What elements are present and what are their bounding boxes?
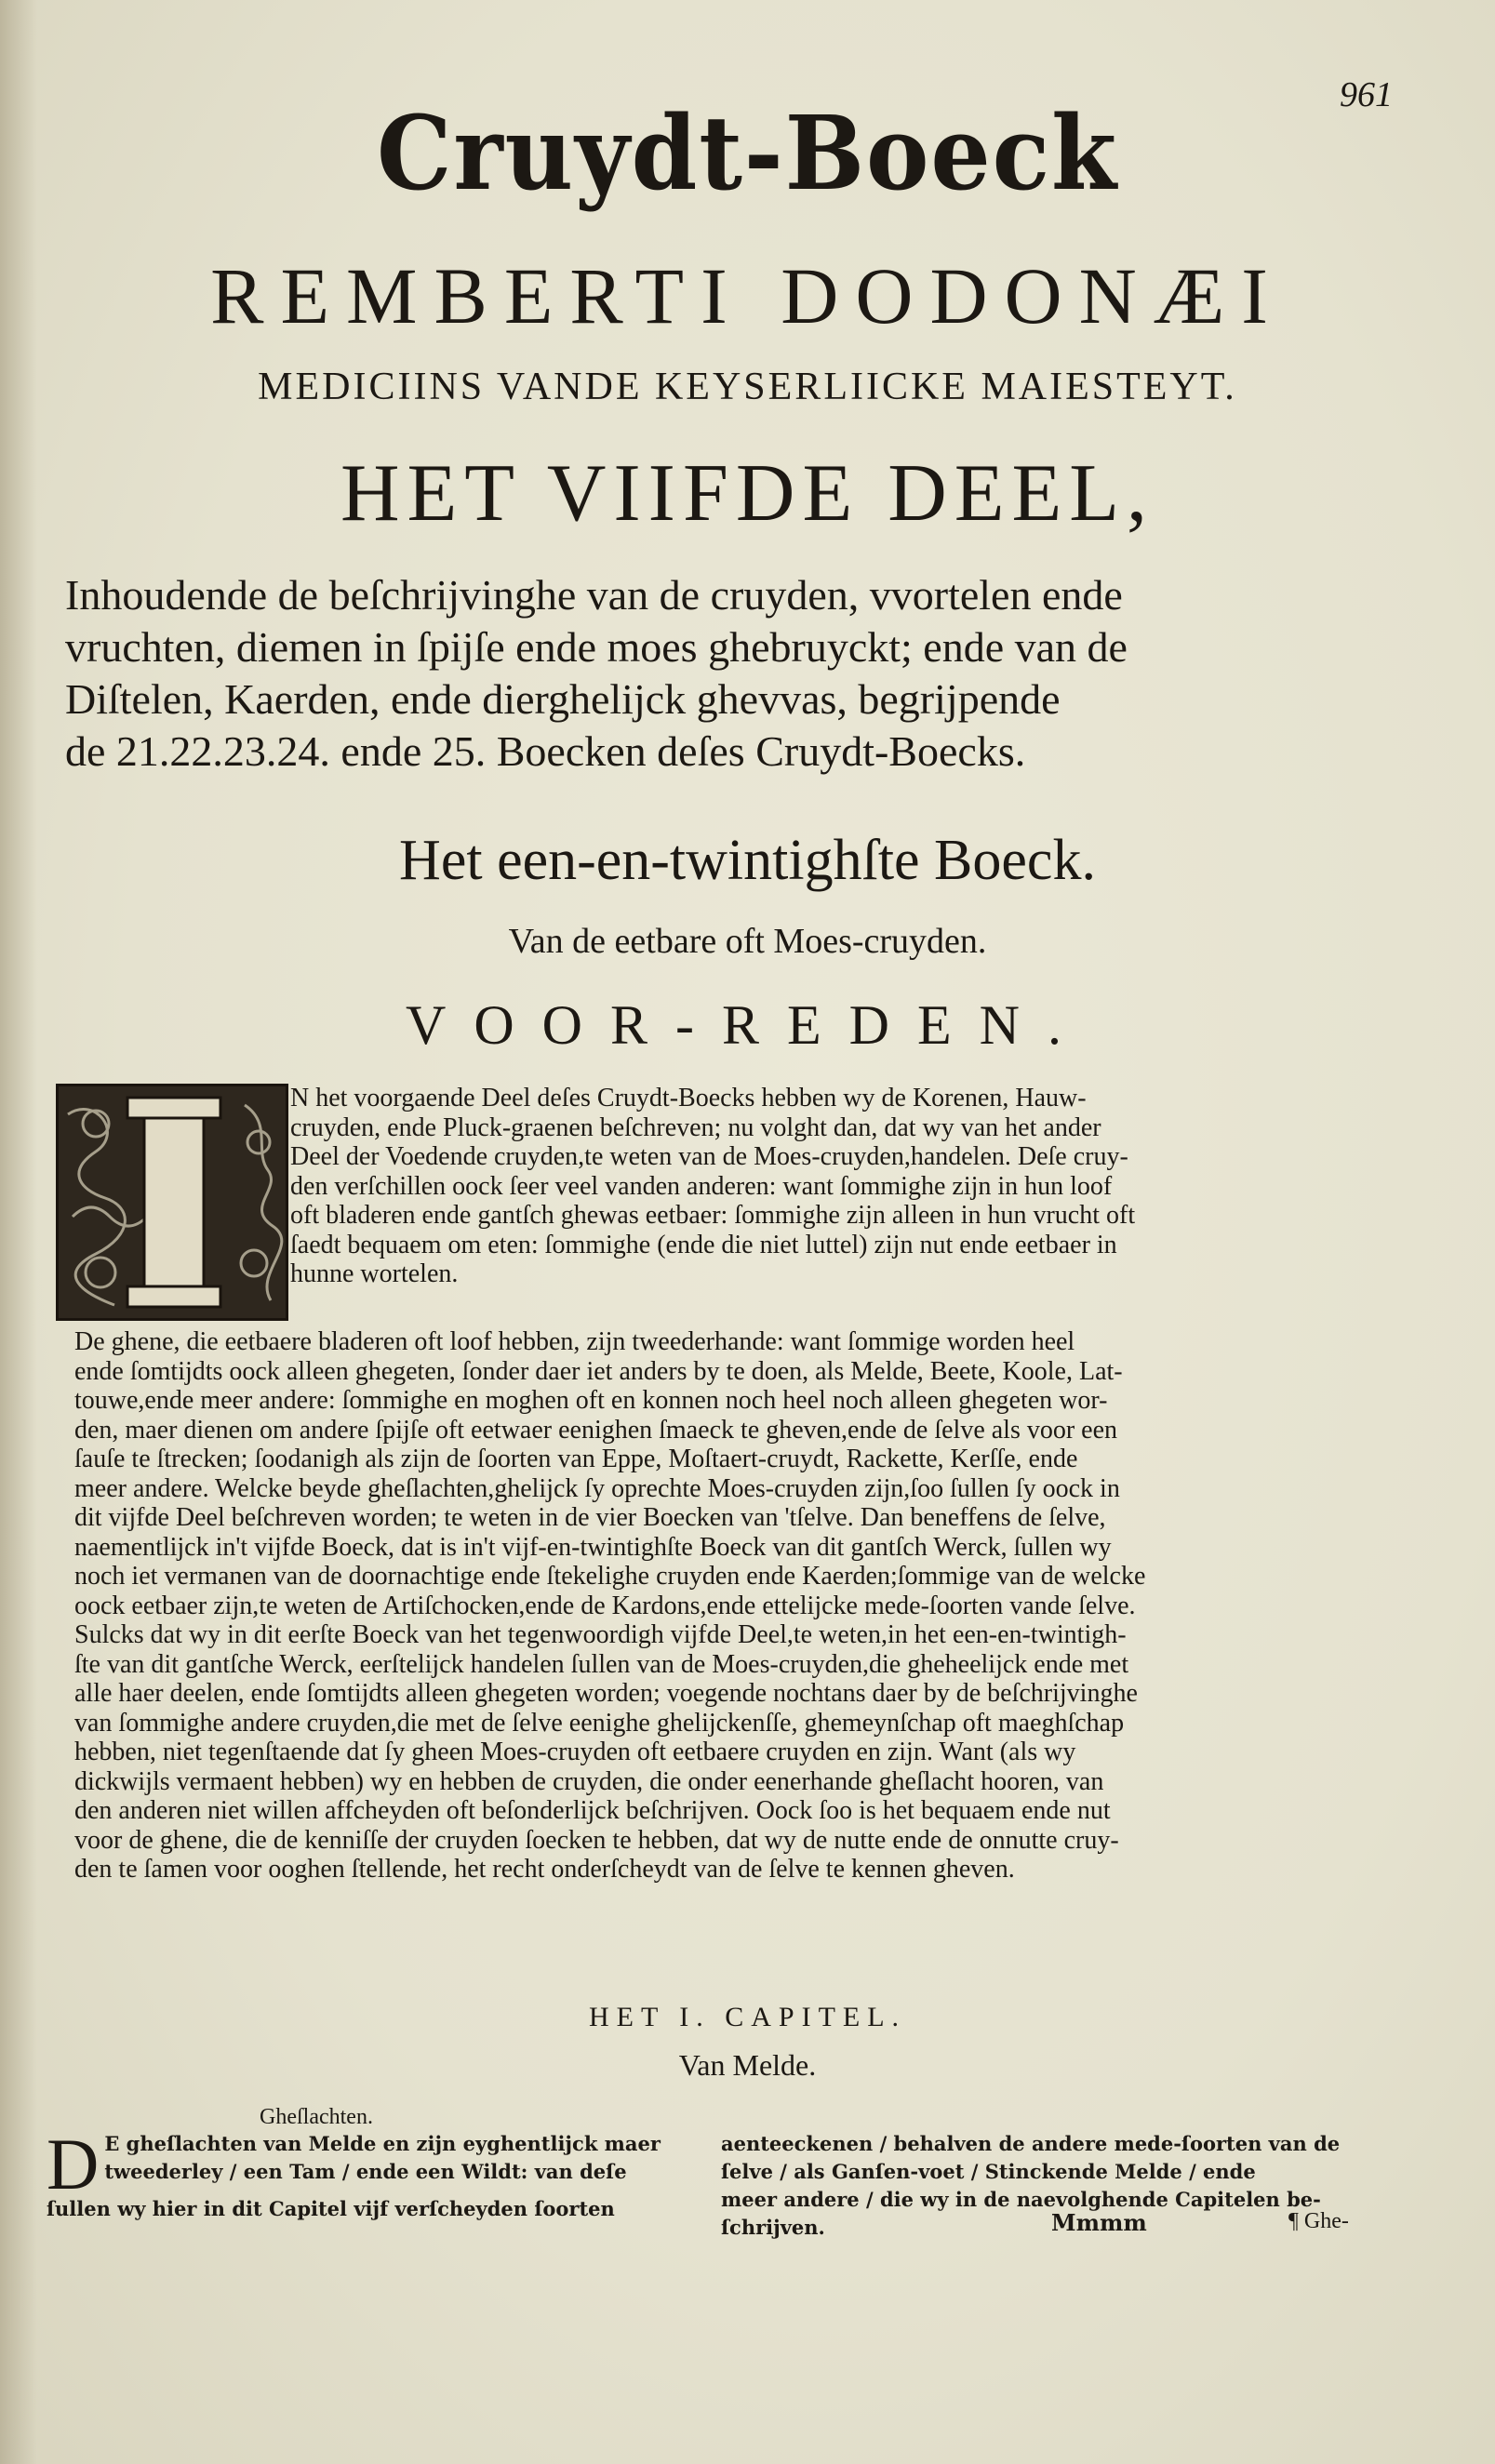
part-description-line: Inhoudende de beſchrijvinghe van de cruyden, vvortelen ende [65, 571, 1123, 619]
text-line: Deel der Voedende cruyden,te weten van de Moes-cruyden,handelen. Deſe cruy- [290, 1142, 1128, 1171]
text-line: naementlijck in't vijfde Boeck, dat is in't vijf-en-twintighſte Boeck van dit gantſch Werck, ſullen wy [74, 1532, 1112, 1562]
text-line: dit vijfde Deel beſchreven worden; te weten in de vier Boecken van 'tſelve. Dan beneffens de ſelve, [74, 1503, 1106, 1532]
text-line: ſchrijven. [721, 2216, 825, 2239]
catchword: ¶ Ghe- [1288, 2209, 1349, 2233]
text-line: oft bladeren ende gantſch ghewas eetbaer: ſommighe zijn alleen in hun vrucht oft [290, 1201, 1136, 1230]
text-line: voor de ghene, die de kenniſſe der cruyden ſoecken te hebben, dat wy de nutte ende de onnutte cruy- [74, 1825, 1119, 1855]
text-line: ſelve / als Ganſen-voet / Stinckende Melde / ende [721, 2160, 1256, 2183]
section-subheading: Gheſlachten. [260, 2105, 373, 2129]
author-affiliation: MEDICIINS VANDE KEYSERLIICKE MAIESTEYT. [258, 366, 1237, 408]
chapter-right-column [721, 2104, 1372, 2242]
part-description [65, 569, 1395, 778]
text-line: De ghene, die eetbaere bladeren oft loof hebben, zijn tweederhande: want ſommige worden heel [74, 1327, 1075, 1356]
text-line: den verſchillen oock ſeer veel vanden anderen: want ſommighe zijn in hun loof [290, 1171, 1113, 1201]
text-line: E gheſlachten van Melde en zijn eyghentlijck maer [104, 2132, 661, 2155]
part-description-line: vruchten, diemen in ſpijſe ende moes ghebruyckt; ende van de [65, 623, 1128, 671]
decorated-initial-graphic [59, 1086, 286, 1318]
text-line: N het voorgaende Deel deſes Cruydt-Boecks hebben wy de Korenen, Hauw- [290, 1084, 1087, 1112]
text-line: noch iet vermanen van de doornachtige ende ſtekelighe cruyden ende Kaerden;ſommige van de welcke [74, 1562, 1146, 1591]
decorated-initial [56, 1084, 288, 1321]
text-line: den, maer dienen om andere ſpijſe oft eetwaer eenighen ſmaeck te gheven,ende de ſelve als voor een [74, 1415, 1118, 1445]
text-line: meer andere / die wy in de naevolghende Capitelen be- [721, 2188, 1321, 2211]
text-line: dickwijls vermaent hebben) wy en hebben de cruyden, die onder eenerhande gheſlacht hooren, van [74, 1766, 1104, 1796]
decorated-initial-letter: I [174, 1124, 175, 1125]
text-line: hunne wortelen. [290, 1259, 459, 1288]
text-line: cruyden, ende Pluck-graenen beſchreven; nu volght dan, dat wy van het ander [290, 1112, 1101, 1142]
preface-title: VOOR-REDEN. [406, 994, 1089, 1056]
author-name: REMBERTI DODONÆI [210, 251, 1285, 340]
text-line: oock eetbaer zijn,te weten de Artiſchocken,ende de Kardons,ende ettelijcke mede-ſoorten vande ſelve. [74, 1591, 1136, 1620]
text-line: den anderen niet willen affcheyden oft beſonderlijck beſchrijven. Oock ſoo is het bequaem ende nut [74, 1796, 1111, 1825]
text-line: ſauſe te ſtrecken; ſoodanigh als zijn de ſoorten van Eppe, Moſtaert-cruydt, Rackette, Kerſſe, ende [74, 1445, 1078, 1473]
text-line: den te ſamen voor ooghen ſtellende, het recht onderſcheydt van de ſelve te kennen gheven. [74, 1855, 1015, 1884]
text-line: touwe,ende meer andere: ſommighe en moghen oft en konnen noch heel noch alleen ghegeten wor- [74, 1386, 1108, 1415]
text-line: hebben, niet tegenſtaende dat ſy gheen Moes-cruyden oft eetbaere cruyden en zijn. Want (als wy [74, 1738, 1076, 1766]
part-title: HET VIIFDE DEEL, [340, 448, 1155, 539]
text-line: meer andere. Welcke beyde gheſlachten,ghelijck ſy oprechte Moes-cruyden zijn,ſoo ſullen ſy oock in [74, 1473, 1120, 1503]
text-line: ſaedt bequaem om eten: ſommighe (ende die niet luttel) zijn nut ende eetbaer in [290, 1230, 1117, 1259]
preface-text-full-width [74, 1327, 1383, 1885]
text-line: ende ſomtijdts oock alleen ghegeten, ſonder daer iet anders by te doen, als Melde, Beete, Koole, Lat- [74, 1356, 1123, 1386]
text-line: aenteeckenen / behalven de andere mede-ſoorten van de [721, 2132, 1341, 2155]
text-line: Sulcks dat wy in dit eerſte Boeck van het tegenwoordigh vijfde Deel,te weten,in het een-en-twintigh- [74, 1620, 1127, 1649]
text-line: alle haer deelen, ende ſomtijdts alleen ghegeten worden; voegende nochtans daer by de beſchrijvinghe [74, 1679, 1138, 1708]
signature-mark: Mmmm [1051, 2209, 1147, 2236]
blackletter-title: Cruydt-Boeck [376, 93, 1118, 213]
text-line: tweederley / een Tam / ende een Wildt: van deſe [104, 2160, 627, 2183]
chapter-left-column [47, 2104, 698, 2223]
text-line: ſullen wy hier in dit Capitel vijf verſcheyden ſoorten [47, 2197, 615, 2220]
page-number: 961 [1340, 75, 1393, 114]
part-description-line: de 21.22.23.24. ende 25. Boecken deſes Cruydt-Boecks. [65, 727, 1026, 775]
drop-cap: D [47, 2124, 100, 2204]
part-description-line: Diſtelen, Kaerden, ende dierghelijck ghevvas, begrijpende [65, 675, 1061, 723]
book-subtitle: Van de eetbare oft Moes-cruyden. [508, 922, 987, 961]
chapter-subtitle: Van Melde. [678, 2048, 817, 2082]
preface-text-beside-initial [290, 1084, 1383, 1289]
text-line: van ſommighe andere cruyden,die met de ſelve eenighe ghelijckenſſe, ghemeynſchap oft maeghſchap [74, 1708, 1125, 1738]
text-line: ſte van dit gantſche Werck, eerſtelijck handelen ſullen van de Moes-cruyden,die gheheelijck ende met [74, 1649, 1129, 1679]
book-title: Het een-en-twintighſte Boeck. [399, 829, 1096, 892]
chapter-heading: HET I. CAPITEL. [588, 2002, 907, 2032]
